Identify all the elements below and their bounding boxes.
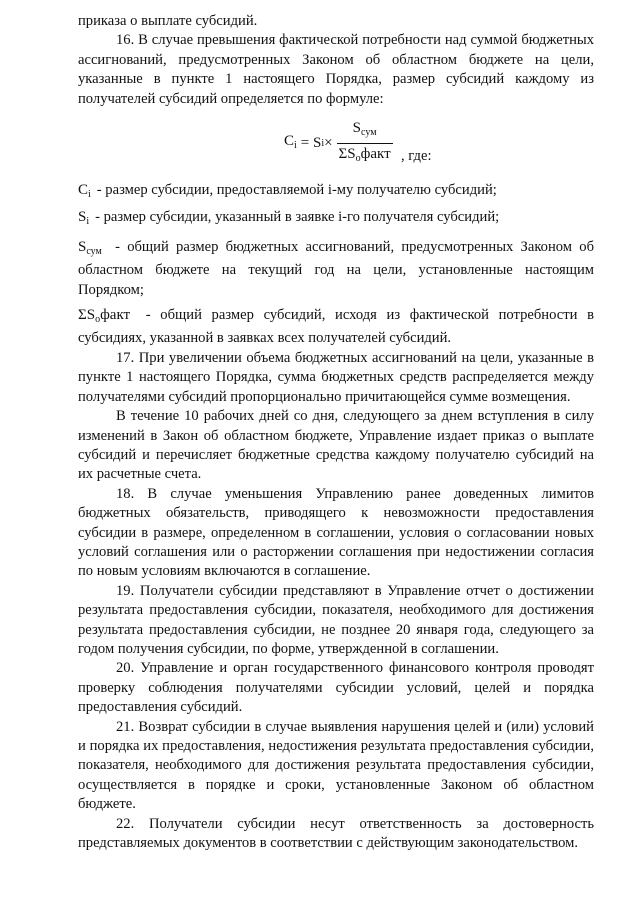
paragraph-17b: В течение 10 рабочих дней со дня, следующего за днем вступления в силу изменений в Закон об областном бюджете, Управление издает приказ о выплате субсидий и перечисляет бюджетные средства каждому получателю субсидий на их расчетные счета. xyxy=(78,408,594,483)
symbol-ci: C xyxy=(78,182,89,199)
definition-si-text: - размер субсидии, указанный в заявке i-го получателя субсидий; xyxy=(95,209,500,226)
paragraph-16: 16. В случае превышения фактической потребности над суммой бюджетных ассигнований, предусмотренных Законом об областном бюджете на цели, указанные в пункте 1 настоящего Порядка, размер субсидий каждому из получателей субсидий определяется по формуле: xyxy=(78,32,594,107)
formula-denominator-sub: о xyxy=(355,153,361,165)
formula-lhs-sub: i xyxy=(294,140,297,152)
paragraph-20: 20. Управление и орган государственного финансового контроля проводят проверку соблюдения получателями субсидии условий, целей и порядка предоставления субсидий. xyxy=(78,660,594,716)
paragraph-continuation: приказа о выплате субсидий. xyxy=(78,13,258,29)
formula xyxy=(284,119,393,169)
formula-block xyxy=(78,111,594,177)
formula-denominator-tail: факт xyxy=(360,146,391,163)
formula-denominator: ΣS xyxy=(338,146,356,163)
symbol-sfact-tail: факт xyxy=(100,307,131,324)
symbol-sfact: ΣS xyxy=(78,307,96,324)
symbol-ssum-sub: сум xyxy=(86,245,102,257)
paragraph-18: 18. В случае уменьшения Управлению ранее доведенных лимитов бюджетных обязательств, приводящего к невозможности предоставления субсидии в размере, определенном в соглашении, условия о согласовании новых условий соглашения или о расторжении соглашения при недостижении согласия по новым условиям включаются в соглашение. xyxy=(78,485,594,580)
formula-times: × xyxy=(324,135,333,152)
paragraph-17: 17. При увеличении объема бюджетных ассигнований на цели, указанные в пункте 1 настоящего Порядка, сумма бюджетных средств распределяется между получателями субсидий пропорционально причитающейся сумме возмещения. xyxy=(78,349,594,405)
formula-where: , где: xyxy=(401,148,432,165)
definition-ssum xyxy=(78,238,594,300)
symbol-si: S xyxy=(78,209,87,226)
formula-numerator: S xyxy=(352,120,362,137)
formula-lhs: C xyxy=(284,133,295,150)
paragraph-21: 21. Возврат субсидии в случае выявления нарушения целей и (или) условий и порядка их предоставления, недостижения результата предоставления субсидии, показателя, необходимого для достижения результата предоставления субсидии, осуществляется в порядке и сроки, установленные Законом об областном бюджете. xyxy=(78,718,594,813)
symbol-si-sub: i xyxy=(86,216,90,228)
symbol-ssum: S xyxy=(78,238,87,255)
definition-ci xyxy=(78,181,594,204)
definition-ci-text: - размер субсидии, предоставляемой i-му получателю субсидий; xyxy=(96,182,497,199)
symbol-sfact-sub: о xyxy=(95,314,101,326)
definition-sfact xyxy=(78,306,594,349)
definition-sfact-text: - общий размер субсидий, исходя из фактической потребности в субсидиях, указанной в заявках всех получателей субсидий. xyxy=(78,307,594,347)
formula-eq-sub: i xyxy=(321,138,325,150)
formula-fraction xyxy=(337,119,393,169)
formula-numerator-sub: сум xyxy=(361,127,377,139)
formula-eq: = S xyxy=(300,135,322,152)
symbol-ci-sub: i xyxy=(88,189,91,201)
paragraph-22: 22. Получатели субсидии несут ответственность за достоверность представляемых документов в соответствии с действующим законодательством. xyxy=(78,815,594,852)
document-page xyxy=(78,12,594,853)
definition-ssum-text: - общий размер бюджетных ассигнований, предусмотренных Законом об областном бюджете на текущий год на цели, установленные настоящим Порядком; xyxy=(78,238,595,298)
definition-si xyxy=(78,208,594,231)
paragraph-19: 19. Получатели субсидии представляют в Управление отчет о достижении результата предоставления субсидии, показателя, необходимого для достижения результата предоставления субсидии, не позднее 20 января года, следующего за годом получения субсидии, по форме, утвержденной в соглашении. xyxy=(78,582,594,657)
